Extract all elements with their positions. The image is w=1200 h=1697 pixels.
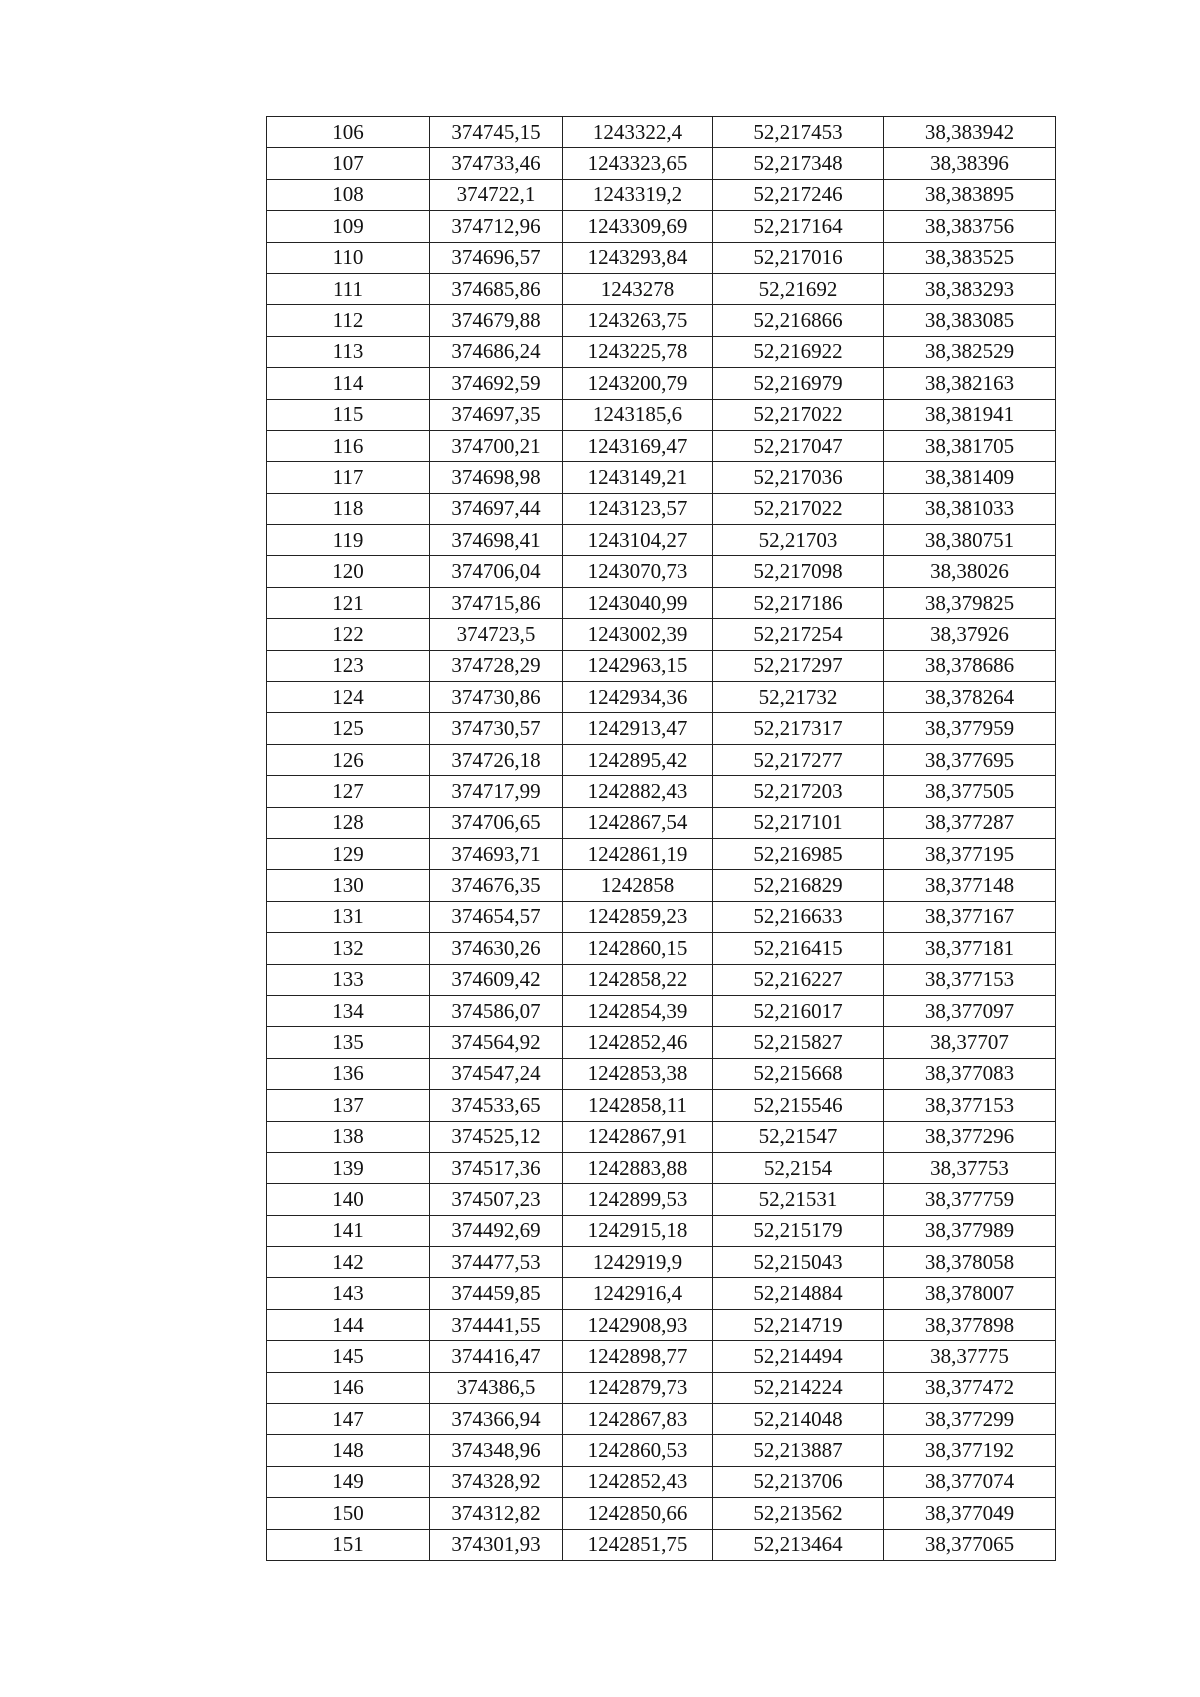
longitude-cell: 38,377472 [884, 1372, 1056, 1403]
latitude-cell: 52,21703 [713, 525, 884, 556]
latitude-cell: 52,21547 [713, 1121, 884, 1152]
longitude-cell: 38,377989 [884, 1215, 1056, 1246]
y-coordinate-cell: 1242913,47 [563, 713, 713, 744]
x-coordinate-cell: 374459,85 [430, 1278, 563, 1309]
x-coordinate-cell: 374477,53 [430, 1247, 563, 1278]
y-coordinate-cell: 1242853,38 [563, 1058, 713, 1089]
table-row [267, 1058, 1056, 1089]
x-coordinate-cell: 374726,18 [430, 744, 563, 775]
x-coordinate-cell: 374328,92 [430, 1466, 563, 1497]
longitude-cell: 38,377049 [884, 1498, 1056, 1529]
table-row [267, 1435, 1056, 1466]
point-number-cell: 141 [267, 1215, 430, 1246]
x-coordinate-cell: 374696,57 [430, 242, 563, 273]
y-coordinate-cell: 1242861,19 [563, 838, 713, 869]
table-row [267, 336, 1056, 367]
table-row [267, 995, 1056, 1026]
x-coordinate-cell: 374676,35 [430, 870, 563, 901]
point-number-cell: 135 [267, 1027, 430, 1058]
x-coordinate-cell: 374698,98 [430, 462, 563, 493]
table-row [267, 1184, 1056, 1215]
point-number-cell: 111 [267, 273, 430, 304]
longitude-cell: 38,377898 [884, 1309, 1056, 1340]
longitude-cell: 38,381033 [884, 493, 1056, 524]
x-coordinate-cell: 374301,93 [430, 1529, 563, 1560]
latitude-cell: 52,213464 [713, 1529, 884, 1560]
table-row [267, 211, 1056, 242]
longitude-cell: 38,377181 [884, 933, 1056, 964]
x-coordinate-cell: 374564,92 [430, 1027, 563, 1058]
y-coordinate-cell: 1242854,39 [563, 995, 713, 1026]
point-number-cell: 132 [267, 933, 430, 964]
point-number-cell: 133 [267, 964, 430, 995]
coordinates-table [266, 116, 1056, 1561]
longitude-cell: 38,377153 [884, 1090, 1056, 1121]
table-row [267, 619, 1056, 650]
table-row [267, 1404, 1056, 1435]
longitude-cell: 38,377192 [884, 1435, 1056, 1466]
point-number-cell: 114 [267, 368, 430, 399]
x-coordinate-cell: 374492,69 [430, 1215, 563, 1246]
point-number-cell: 117 [267, 462, 430, 493]
table-row [267, 148, 1056, 179]
longitude-cell: 38,381409 [884, 462, 1056, 493]
latitude-cell: 52,217317 [713, 713, 884, 744]
longitude-cell: 38,37926 [884, 619, 1056, 650]
longitude-cell: 38,383756 [884, 211, 1056, 242]
x-coordinate-cell: 374722,1 [430, 179, 563, 210]
x-coordinate-cell: 374630,26 [430, 933, 563, 964]
longitude-cell: 38,379825 [884, 587, 1056, 618]
y-coordinate-cell: 1242867,83 [563, 1404, 713, 1435]
x-coordinate-cell: 374507,23 [430, 1184, 563, 1215]
point-number-cell: 138 [267, 1121, 430, 1152]
table-row [267, 1341, 1056, 1372]
point-number-cell: 129 [267, 838, 430, 869]
longitude-cell: 38,378007 [884, 1278, 1056, 1309]
y-coordinate-cell: 1242867,91 [563, 1121, 713, 1152]
latitude-cell: 52,213562 [713, 1498, 884, 1529]
point-number-cell: 118 [267, 493, 430, 524]
y-coordinate-cell: 1242858 [563, 870, 713, 901]
latitude-cell: 52,215179 [713, 1215, 884, 1246]
longitude-cell: 38,383525 [884, 242, 1056, 273]
x-coordinate-cell: 374609,42 [430, 964, 563, 995]
point-number-cell: 125 [267, 713, 430, 744]
table-row [267, 117, 1056, 148]
point-number-cell: 150 [267, 1498, 430, 1529]
longitude-cell: 38,377296 [884, 1121, 1056, 1152]
latitude-cell: 52,217297 [713, 650, 884, 681]
x-coordinate-cell: 374348,96 [430, 1435, 563, 1466]
x-coordinate-cell: 374692,59 [430, 368, 563, 399]
y-coordinate-cell: 1243200,79 [563, 368, 713, 399]
longitude-cell: 38,383942 [884, 117, 1056, 148]
y-coordinate-cell: 1242851,75 [563, 1529, 713, 1560]
longitude-cell: 38,383895 [884, 179, 1056, 210]
x-coordinate-cell: 374706,04 [430, 556, 563, 587]
point-number-cell: 140 [267, 1184, 430, 1215]
y-coordinate-cell: 1242895,42 [563, 744, 713, 775]
y-coordinate-cell: 1243319,2 [563, 179, 713, 210]
longitude-cell: 38,377074 [884, 1466, 1056, 1497]
point-number-cell: 123 [267, 650, 430, 681]
x-coordinate-cell: 374693,71 [430, 838, 563, 869]
longitude-cell: 38,37707 [884, 1027, 1056, 1058]
latitude-cell: 52,214494 [713, 1341, 884, 1372]
longitude-cell: 38,377097 [884, 995, 1056, 1026]
table-row [267, 368, 1056, 399]
y-coordinate-cell: 1242850,66 [563, 1498, 713, 1529]
table-row [267, 1152, 1056, 1183]
table-row [267, 305, 1056, 336]
latitude-cell: 52,217254 [713, 619, 884, 650]
latitude-cell: 52,216633 [713, 901, 884, 932]
longitude-cell: 38,377287 [884, 807, 1056, 838]
latitude-cell: 52,2154 [713, 1152, 884, 1183]
x-coordinate-cell: 374312,82 [430, 1498, 563, 1529]
point-number-cell: 109 [267, 211, 430, 242]
latitude-cell: 52,217246 [713, 179, 884, 210]
y-coordinate-cell: 1242879,73 [563, 1372, 713, 1403]
x-coordinate-cell: 374366,94 [430, 1404, 563, 1435]
table-row [267, 273, 1056, 304]
y-coordinate-cell: 1243149,21 [563, 462, 713, 493]
table-row [267, 179, 1056, 210]
longitude-cell: 38,377959 [884, 713, 1056, 744]
x-coordinate-cell: 374517,36 [430, 1152, 563, 1183]
x-coordinate-cell: 374547,24 [430, 1058, 563, 1089]
table-row [267, 1090, 1056, 1121]
y-coordinate-cell: 1242852,43 [563, 1466, 713, 1497]
y-coordinate-cell: 1242867,54 [563, 807, 713, 838]
point-number-cell: 136 [267, 1058, 430, 1089]
y-coordinate-cell: 1242898,77 [563, 1341, 713, 1372]
point-number-cell: 144 [267, 1309, 430, 1340]
y-coordinate-cell: 1242859,23 [563, 901, 713, 932]
x-coordinate-cell: 374712,96 [430, 211, 563, 242]
table-row [267, 682, 1056, 713]
longitude-cell: 38,377505 [884, 776, 1056, 807]
point-number-cell: 113 [267, 336, 430, 367]
x-coordinate-cell: 374697,44 [430, 493, 563, 524]
table-row [267, 901, 1056, 932]
longitude-cell: 38,378058 [884, 1247, 1056, 1278]
longitude-cell: 38,37775 [884, 1341, 1056, 1372]
coordinates-table-body [267, 117, 1056, 1561]
y-coordinate-cell: 1243185,6 [563, 399, 713, 430]
longitude-cell: 38,37753 [884, 1152, 1056, 1183]
y-coordinate-cell: 1242963,15 [563, 650, 713, 681]
longitude-cell: 38,377153 [884, 964, 1056, 995]
y-coordinate-cell: 1243309,69 [563, 211, 713, 242]
longitude-cell: 38,378264 [884, 682, 1056, 713]
table-row [267, 399, 1056, 430]
y-coordinate-cell: 1242934,36 [563, 682, 713, 713]
x-coordinate-cell: 374686,24 [430, 336, 563, 367]
point-number-cell: 137 [267, 1090, 430, 1121]
point-number-cell: 143 [267, 1278, 430, 1309]
latitude-cell: 52,213706 [713, 1466, 884, 1497]
y-coordinate-cell: 1242860,15 [563, 933, 713, 964]
point-number-cell: 147 [267, 1404, 430, 1435]
x-coordinate-cell: 374700,21 [430, 430, 563, 461]
y-coordinate-cell: 1243123,57 [563, 493, 713, 524]
longitude-cell: 38,381941 [884, 399, 1056, 430]
table-row [267, 587, 1056, 618]
table-row [267, 1498, 1056, 1529]
point-number-cell: 116 [267, 430, 430, 461]
latitude-cell: 52,216829 [713, 870, 884, 901]
y-coordinate-cell: 1242858,11 [563, 1090, 713, 1121]
point-number-cell: 142 [267, 1247, 430, 1278]
table-row [267, 242, 1056, 273]
y-coordinate-cell: 1242916,4 [563, 1278, 713, 1309]
table-row [267, 807, 1056, 838]
latitude-cell: 52,217022 [713, 493, 884, 524]
table-row [267, 556, 1056, 587]
latitude-cell: 52,214048 [713, 1404, 884, 1435]
latitude-cell: 52,216922 [713, 336, 884, 367]
table-row [267, 462, 1056, 493]
y-coordinate-cell: 1242882,43 [563, 776, 713, 807]
table-row [267, 1121, 1056, 1152]
y-coordinate-cell: 1242852,46 [563, 1027, 713, 1058]
x-coordinate-cell: 374715,86 [430, 587, 563, 618]
point-number-cell: 112 [267, 305, 430, 336]
point-number-cell: 130 [267, 870, 430, 901]
longitude-cell: 38,377695 [884, 744, 1056, 775]
longitude-cell: 38,38026 [884, 556, 1056, 587]
point-number-cell: 146 [267, 1372, 430, 1403]
latitude-cell: 52,217098 [713, 556, 884, 587]
table-row [267, 650, 1056, 681]
point-number-cell: 134 [267, 995, 430, 1026]
point-number-cell: 106 [267, 117, 430, 148]
y-coordinate-cell: 1243070,73 [563, 556, 713, 587]
longitude-cell: 38,380751 [884, 525, 1056, 556]
x-coordinate-cell: 374386,5 [430, 1372, 563, 1403]
point-number-cell: 128 [267, 807, 430, 838]
latitude-cell: 52,217101 [713, 807, 884, 838]
point-number-cell: 110 [267, 242, 430, 273]
table-row [267, 870, 1056, 901]
table-row [267, 964, 1056, 995]
latitude-cell: 52,217047 [713, 430, 884, 461]
x-coordinate-cell: 374525,12 [430, 1121, 563, 1152]
point-number-cell: 126 [267, 744, 430, 775]
latitude-cell: 52,21531 [713, 1184, 884, 1215]
table-row [267, 1278, 1056, 1309]
longitude-cell: 38,377759 [884, 1184, 1056, 1215]
table-row [267, 1309, 1056, 1340]
table-row [267, 933, 1056, 964]
longitude-cell: 38,381705 [884, 430, 1056, 461]
y-coordinate-cell: 1242858,22 [563, 964, 713, 995]
longitude-cell: 38,383293 [884, 273, 1056, 304]
latitude-cell: 52,215043 [713, 1247, 884, 1278]
latitude-cell: 52,214224 [713, 1372, 884, 1403]
x-coordinate-cell: 374654,57 [430, 901, 563, 932]
point-number-cell: 122 [267, 619, 430, 650]
longitude-cell: 38,378686 [884, 650, 1056, 681]
latitude-cell: 52,214884 [713, 1278, 884, 1309]
table-row [267, 525, 1056, 556]
y-coordinate-cell: 1243263,75 [563, 305, 713, 336]
latitude-cell: 52,215546 [713, 1090, 884, 1121]
table-row [267, 713, 1056, 744]
longitude-cell: 38,377083 [884, 1058, 1056, 1089]
table-row [267, 776, 1056, 807]
point-number-cell: 131 [267, 901, 430, 932]
latitude-cell: 52,217164 [713, 211, 884, 242]
x-coordinate-cell: 374723,5 [430, 619, 563, 650]
x-coordinate-cell: 374706,65 [430, 807, 563, 838]
longitude-cell: 38,38396 [884, 148, 1056, 179]
latitude-cell: 52,215827 [713, 1027, 884, 1058]
point-number-cell: 115 [267, 399, 430, 430]
y-coordinate-cell: 1243322,4 [563, 117, 713, 148]
longitude-cell: 38,383085 [884, 305, 1056, 336]
y-coordinate-cell: 1243323,65 [563, 148, 713, 179]
x-coordinate-cell: 374697,35 [430, 399, 563, 430]
y-coordinate-cell: 1243002,39 [563, 619, 713, 650]
point-number-cell: 107 [267, 148, 430, 179]
x-coordinate-cell: 374586,07 [430, 995, 563, 1026]
point-number-cell: 139 [267, 1152, 430, 1183]
table-row [267, 1529, 1056, 1560]
point-number-cell: 121 [267, 587, 430, 618]
latitude-cell: 52,216979 [713, 368, 884, 399]
x-coordinate-cell: 374745,15 [430, 117, 563, 148]
point-number-cell: 119 [267, 525, 430, 556]
point-number-cell: 108 [267, 179, 430, 210]
latitude-cell: 52,216985 [713, 838, 884, 869]
latitude-cell: 52,217036 [713, 462, 884, 493]
latitude-cell: 52,217186 [713, 587, 884, 618]
table-row [267, 1466, 1056, 1497]
latitude-cell: 52,216227 [713, 964, 884, 995]
latitude-cell: 52,216415 [713, 933, 884, 964]
table-row [267, 1247, 1056, 1278]
x-coordinate-cell: 374533,65 [430, 1090, 563, 1121]
latitude-cell: 52,214719 [713, 1309, 884, 1340]
point-number-cell: 145 [267, 1341, 430, 1372]
table-row [267, 1215, 1056, 1246]
latitude-cell: 52,217203 [713, 776, 884, 807]
y-coordinate-cell: 1243169,47 [563, 430, 713, 461]
table-row [267, 1372, 1056, 1403]
x-coordinate-cell: 374733,46 [430, 148, 563, 179]
table-row [267, 493, 1056, 524]
latitude-cell: 52,217016 [713, 242, 884, 273]
latitude-cell: 52,217022 [713, 399, 884, 430]
latitude-cell: 52,213887 [713, 1435, 884, 1466]
x-coordinate-cell: 374416,47 [430, 1341, 563, 1372]
latitude-cell: 52,217453 [713, 117, 884, 148]
point-number-cell: 151 [267, 1529, 430, 1560]
longitude-cell: 38,377195 [884, 838, 1056, 869]
latitude-cell: 52,217348 [713, 148, 884, 179]
y-coordinate-cell: 1243278 [563, 273, 713, 304]
x-coordinate-cell: 374679,88 [430, 305, 563, 336]
longitude-cell: 38,382529 [884, 336, 1056, 367]
table-row [267, 1027, 1056, 1058]
point-number-cell: 124 [267, 682, 430, 713]
y-coordinate-cell: 1242860,53 [563, 1435, 713, 1466]
y-coordinate-cell: 1242899,53 [563, 1184, 713, 1215]
x-coordinate-cell: 374728,29 [430, 650, 563, 681]
latitude-cell: 52,21732 [713, 682, 884, 713]
y-coordinate-cell: 1243040,99 [563, 587, 713, 618]
latitude-cell: 52,216866 [713, 305, 884, 336]
longitude-cell: 38,382163 [884, 368, 1056, 399]
x-coordinate-cell: 374730,86 [430, 682, 563, 713]
y-coordinate-cell: 1242919,9 [563, 1247, 713, 1278]
y-coordinate-cell: 1242908,93 [563, 1309, 713, 1340]
table-row [267, 744, 1056, 775]
x-coordinate-cell: 374730,57 [430, 713, 563, 744]
y-coordinate-cell: 1242883,88 [563, 1152, 713, 1183]
latitude-cell: 52,217277 [713, 744, 884, 775]
point-number-cell: 127 [267, 776, 430, 807]
x-coordinate-cell: 374717,99 [430, 776, 563, 807]
longitude-cell: 38,377148 [884, 870, 1056, 901]
x-coordinate-cell: 374441,55 [430, 1309, 563, 1340]
x-coordinate-cell: 374698,41 [430, 525, 563, 556]
x-coordinate-cell: 374685,86 [430, 273, 563, 304]
longitude-cell: 38,377167 [884, 901, 1056, 932]
y-coordinate-cell: 1242915,18 [563, 1215, 713, 1246]
point-number-cell: 120 [267, 556, 430, 587]
y-coordinate-cell: 1243225,78 [563, 336, 713, 367]
table-row [267, 838, 1056, 869]
y-coordinate-cell: 1243293,84 [563, 242, 713, 273]
latitude-cell: 52,215668 [713, 1058, 884, 1089]
table-row [267, 430, 1056, 461]
point-number-cell: 149 [267, 1466, 430, 1497]
point-number-cell: 148 [267, 1435, 430, 1466]
latitude-cell: 52,21692 [713, 273, 884, 304]
longitude-cell: 38,377065 [884, 1529, 1056, 1560]
y-coordinate-cell: 1243104,27 [563, 525, 713, 556]
latitude-cell: 52,216017 [713, 995, 884, 1026]
longitude-cell: 38,377299 [884, 1404, 1056, 1435]
